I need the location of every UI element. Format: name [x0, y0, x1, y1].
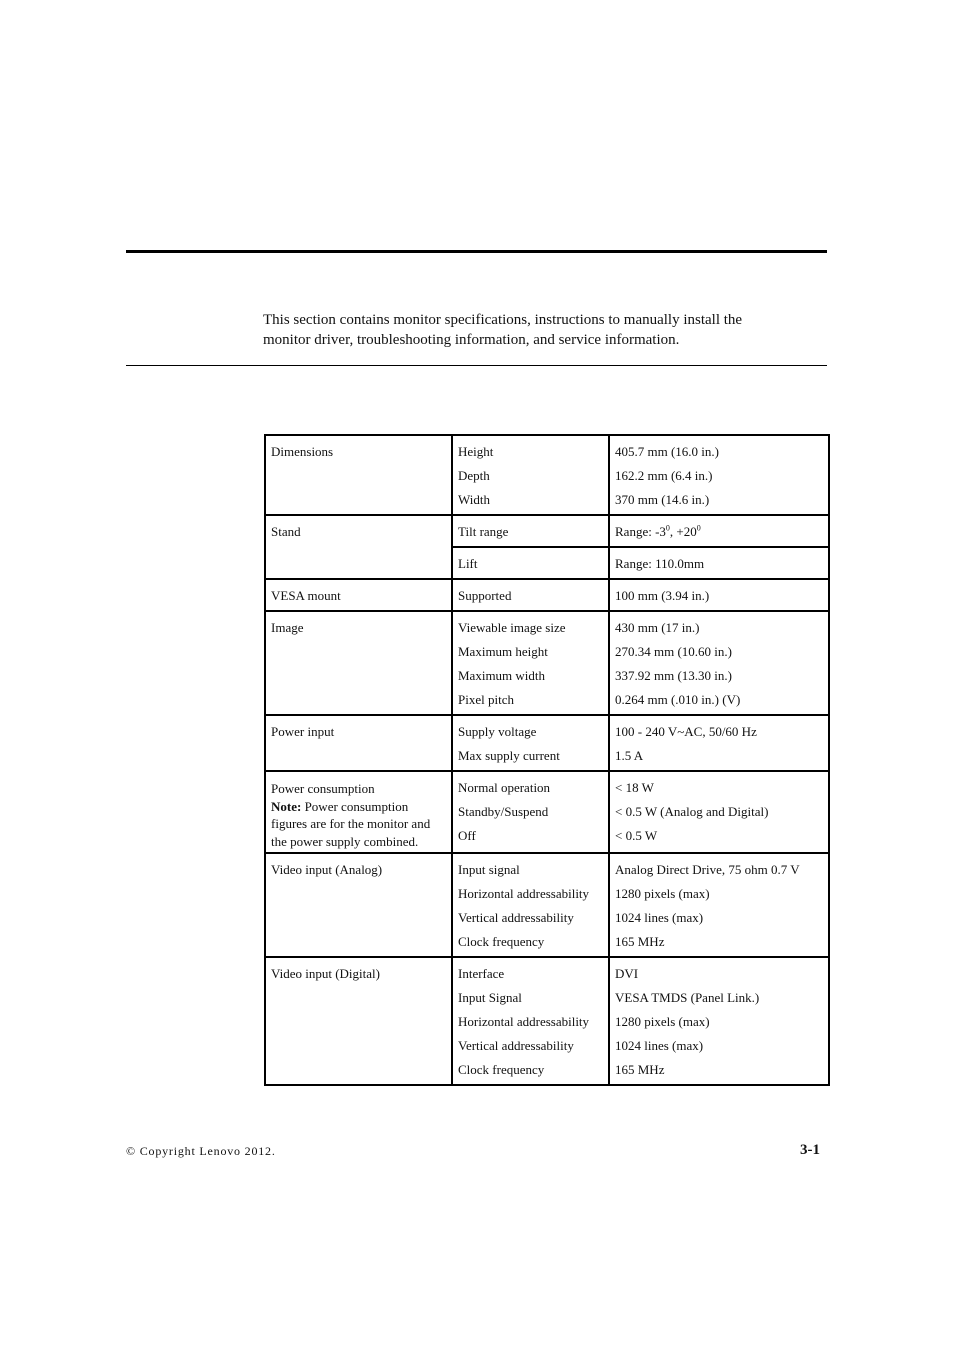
- tilt-prefix: Range: -3: [615, 524, 666, 539]
- category-label: Power input: [271, 724, 335, 739]
- spec-key: Maximum width: [458, 668, 546, 683]
- spec-value: < 0.5 W (Analog and Digital): [615, 804, 769, 819]
- spec-key: Normal operation: [458, 780, 551, 795]
- spec-keys: [452, 611, 609, 715]
- spec-value: 405.7 mm (16.0 in.): [615, 444, 719, 459]
- note-line: the power supply combined.: [271, 833, 419, 849]
- category-label: VESA mount: [271, 588, 341, 603]
- note-line: [271, 798, 446, 816]
- spec-value: 162.2 mm (6.4 in.): [615, 468, 713, 483]
- spec-key: Width: [458, 492, 490, 507]
- spec-key: Clock frequency: [458, 934, 545, 949]
- spec-key: Supply voltage: [458, 724, 537, 739]
- intro-paragraph: [263, 310, 823, 350]
- spec-key: Horizontal addressability: [458, 886, 590, 901]
- spec-key: Supported: [458, 588, 512, 603]
- table-row: [265, 579, 829, 611]
- spec-keys: [452, 957, 609, 1085]
- spec-values: [609, 547, 829, 579]
- table-row: [265, 957, 829, 1085]
- spec-value: 165 MHz: [615, 934, 665, 949]
- spec-category: [265, 957, 452, 1085]
- note-line: figures are for the monitor and: [271, 816, 431, 831]
- spec-category: [265, 515, 452, 579]
- intro-line: This section contains monitor specifications, instructions to manually install the: [263, 312, 743, 328]
- spec-keys: [452, 579, 609, 611]
- spec-value: Analog Direct Drive, 75 ohm 0.7 V: [615, 862, 800, 877]
- spec-values: [609, 957, 829, 1085]
- note-label: Note:: [271, 798, 302, 814]
- spec-key: Off: [458, 828, 476, 843]
- tilt-mid: , +20: [669, 524, 697, 539]
- spec-key: Max supply current: [458, 748, 560, 763]
- spec-key: Horizontal addressability: [458, 1014, 590, 1029]
- spec-values: [609, 515, 829, 547]
- category-label: Dimensions: [271, 444, 334, 459]
- degree-sup: 0: [696, 523, 701, 533]
- spec-value: 1024 lines (max): [615, 910, 704, 925]
- degree-sup: 0: [665, 523, 670, 533]
- spec-values: [609, 611, 829, 715]
- spec-value: 165 MHz: [615, 1062, 665, 1077]
- spec-key: Maximum height: [458, 644, 548, 659]
- spec-keys: [452, 853, 609, 957]
- spec-value: VESA TMDS (Panel Link.): [615, 990, 760, 1005]
- table-row: [265, 515, 829, 547]
- table-row: [265, 611, 829, 715]
- spec-key: Lift: [458, 556, 478, 571]
- table-row: [265, 435, 829, 515]
- spec-key: Input Signal: [458, 990, 522, 1005]
- page-number: 3-1: [800, 1142, 820, 1158]
- spec-value: [615, 520, 823, 544]
- spec-values: [609, 715, 829, 771]
- spec-category: [265, 579, 452, 611]
- spec-key: Vertical addressability: [458, 910, 574, 925]
- top-rule: [126, 250, 827, 253]
- spec-value: 270.34 mm (10.60 in.): [615, 644, 732, 659]
- spec-key: Interface: [458, 966, 505, 981]
- spec-values: [609, 771, 829, 853]
- spec-value: 337.92 mm (13.30 in.): [615, 668, 732, 683]
- spec-key: Input signal: [458, 862, 520, 877]
- power-consumption-note: [271, 776, 446, 850]
- spec-keys: [452, 435, 609, 515]
- category-label: Image: [271, 620, 304, 635]
- note-text: Power consumption: [301, 798, 409, 814]
- spec-key: Viewable image size: [458, 620, 566, 635]
- spec-value: 0.264 mm (.010 in.) (V): [615, 692, 741, 707]
- category-label: Stand: [271, 524, 301, 539]
- spec-value: Range: 110.0mm: [615, 556, 705, 571]
- spec-keys: [452, 715, 609, 771]
- spec-category: [265, 771, 452, 853]
- spec-values: [609, 579, 829, 611]
- spec-category: [265, 611, 452, 715]
- spec-value: 1280 pixels (max): [615, 886, 710, 901]
- spec-key: Depth: [458, 468, 490, 483]
- spec-category: [265, 715, 452, 771]
- spec-values: [609, 435, 829, 515]
- spec-value: < 18 W: [615, 780, 654, 795]
- spec-key: Clock frequency: [458, 1062, 545, 1077]
- spec-key: Height: [458, 444, 494, 459]
- table-row: [265, 771, 829, 853]
- spec-value: 1280 pixels (max): [615, 1014, 710, 1029]
- spec-value: 430 mm (17 in.): [615, 620, 700, 635]
- section-rule: [126, 365, 827, 366]
- spec-keys: [452, 771, 609, 853]
- spec-value: 1.5 A: [615, 748, 644, 763]
- spec-category: [265, 853, 452, 957]
- table-row: [265, 715, 829, 771]
- spec-keys: [452, 515, 609, 547]
- category-label: Video input (Digital): [271, 966, 380, 981]
- spec-keys: [452, 547, 609, 579]
- spec-key: Tilt range: [458, 524, 509, 539]
- table-row: [265, 853, 829, 957]
- spec-value: 370 mm (14.6 in.): [615, 492, 710, 507]
- spec-value: 100 mm (3.94 in.): [615, 588, 710, 603]
- spec-values: [609, 853, 829, 957]
- copyright-notice: © Copyright Lenovo 2012.: [126, 1144, 276, 1158]
- specifications-table: [264, 434, 830, 1086]
- category-label: Video input (Analog): [271, 862, 383, 877]
- spec-value: 1024 lines (max): [615, 1038, 704, 1053]
- spec-value: 100 - 240 V~AC, 50/60 Hz: [615, 724, 757, 739]
- intro-line: monitor driver, troubleshooting information, and service information.: [263, 332, 680, 348]
- spec-category: [265, 435, 452, 515]
- spec-value: < 0.5 W: [615, 828, 658, 843]
- spec-value: DVI: [615, 966, 639, 981]
- category-label: Power consumption: [271, 781, 375, 796]
- spec-key: Standby/Suspend: [458, 804, 549, 819]
- spec-key: Vertical addressability: [458, 1038, 574, 1053]
- spec-key: Pixel pitch: [458, 692, 514, 707]
